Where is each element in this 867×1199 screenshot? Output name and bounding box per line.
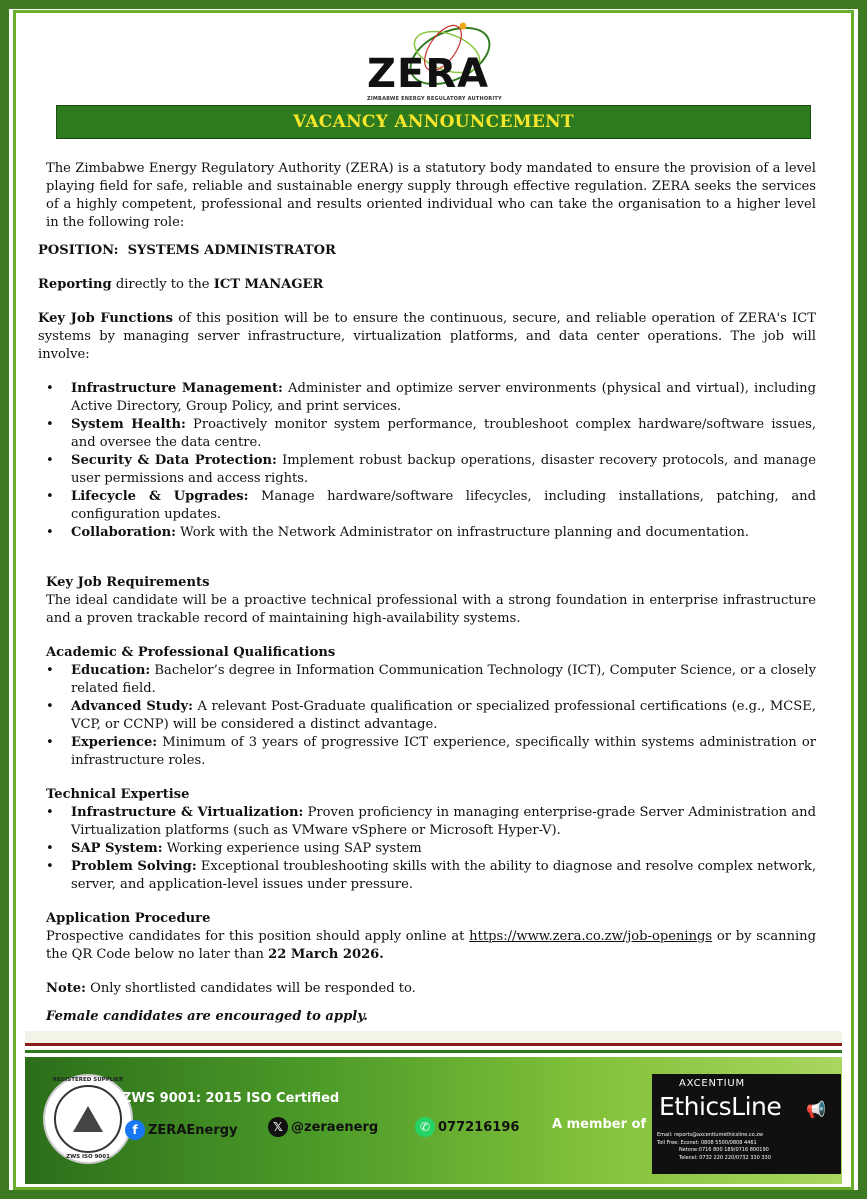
megaphone-icon: 📢 [806, 1100, 826, 1119]
note-label: Note: [46, 981, 86, 996]
item-desc: Exceptional troubleshooting skills with the ability to diagnose and resolve complex network, server, and application-level issues under pressure. [71, 859, 816, 892]
list-item [46, 416, 816, 452]
expertise-heading: Technical Expertise [46, 787, 190, 802]
item-desc: Proven proficiency in managing enterprise-grade Server Administration and Virtualization platforms (such as VMware vSphere or Microsoft Hyper-V). [71, 805, 816, 838]
ethics-brand-main: EthicsLine [659, 1092, 782, 1121]
whatsapp-number: 077216196 [438, 1119, 520, 1135]
female-encouraged-line: Female candidates are encouraged to apply. [46, 1009, 368, 1024]
list-item [46, 488, 816, 524]
item-desc: Bachelor’s degree in Information Communication Technology (ICT), Computer Science, or a closely related field. [71, 663, 816, 696]
item-term: Advanced Study: [71, 699, 193, 714]
ethics-contacts [657, 1132, 771, 1162]
facebook-handle: ZERAEnergy [148, 1122, 238, 1138]
list-item [46, 662, 816, 698]
item-term: Problem Solving: [71, 859, 197, 874]
item-term: Security & Data Protection: [71, 453, 277, 468]
x-icon: 𝕏 [268, 1117, 288, 1137]
intro-paragraph: The Zimbabwe Energy Regulatory Authority (ZERA) is a statutory body mandated to ensure the provision of a level playing field for safe, reliable and sustainable energy supply through effective regulation. ZERA seeks the services of a highly competent, professional and results oriented individual who can take the organisation to a higher level in the following role: [46, 161, 816, 230]
whatsapp-link[interactable] [415, 1117, 519, 1137]
zera-logo [355, 18, 515, 100]
note-line [38, 980, 816, 998]
application-deadline: 22 March 2026. [268, 947, 384, 962]
application-heading: Application Procedure [46, 911, 211, 926]
note-text: Only shortlisted candidates will be responded to. [85, 981, 416, 996]
list-item [46, 804, 816, 840]
list-item [46, 734, 816, 770]
member-of-text: A member of [552, 1117, 647, 1132]
item-desc: Proactively monitor system performance, troubleshoot complex hardware/software issues, and oversee the data centre. [71, 417, 817, 450]
reporting-line [38, 276, 816, 294]
reporting-text: directly to the [111, 277, 214, 292]
functions-list [38, 380, 816, 542]
footer-stripe-light [25, 1031, 842, 1043]
vacancy-banner [56, 105, 811, 139]
item-term: Experience: [71, 735, 158, 750]
application-text-1: Prospective candidates for this position should apply online at [46, 929, 470, 944]
list-item [46, 840, 816, 858]
functions-label: Key Job Functions [38, 311, 174, 326]
ethics-tollfree: Toll Free: Econet: 0808 5500/0808 4461 [657, 1139, 757, 1146]
position-title: SYSTEMS ADMINISTRATOR [127, 243, 336, 258]
list-item [46, 858, 816, 894]
ethics-email: Email: reports@axcentiumethicsline.co.zw [657, 1132, 763, 1138]
iso-certified-text: ZWS 9001: 2015 ISO Certified [122, 1091, 340, 1106]
registered-supplier-seal [43, 1074, 133, 1164]
logo-wordmark: ZERA [367, 51, 490, 97]
qualifications-list [38, 662, 816, 770]
whatsapp-icon: ✆ [415, 1117, 435, 1137]
ethics-netone: Netone:0716 800 189/0716 800190 [679, 1147, 769, 1153]
footer [25, 1057, 842, 1184]
item-desc: Administer and optimize server environments (physical and virtual), including Active Directory, Group Policy, and print services. [71, 381, 816, 414]
item-desc: A relevant Post-Graduate qualification or specialized professional certifications (e.g., MCSE, VCP, or CCNP) will be considered a distinct advantage. [71, 699, 816, 732]
item-desc: Implement robust backup operations, disaster recovery protocols, and manage user permissions and access rights. [71, 453, 816, 486]
position-label: POSITION: [38, 243, 119, 258]
seal-bottom-text: ZWS ISO 9001 [66, 1154, 110, 1160]
application-text [38, 928, 816, 964]
ethics-telecel: Telecel: 0732 220 220/0732 330 330 [679, 1154, 771, 1161]
facebook-link[interactable] [125, 1120, 238, 1140]
reporting-label: Reporting [38, 277, 112, 292]
list-item [46, 698, 816, 734]
job-openings-link[interactable]: https://www.zera.co.zw/job-openings [469, 929, 713, 944]
item-desc: Work with the Network Administrator on infrastructure planning and documentation. [175, 525, 750, 540]
x-handle: @zeraenerg [291, 1119, 379, 1135]
ethicsline-box [652, 1074, 841, 1174]
item-desc: Working experience using SAP system [162, 841, 422, 856]
item-term: Education: [71, 663, 151, 678]
item-term: System Health: [71, 417, 186, 432]
item-term: Collaboration: [71, 525, 176, 540]
qualifications-heading: Academic & Professional Qualifications [46, 645, 336, 660]
document-body [38, 160, 816, 1026]
logo-subtitle: ZIMBABWE ENERGY REGULATORY AUTHORITY [367, 96, 502, 102]
requirements-text: The ideal candidate will be a proactive technical professional with a strong foundation in enterprise infrastructure and a proven trackable record of maintaining high-availability systems. [46, 593, 816, 626]
item-term: SAP System: [71, 841, 163, 856]
facebook-icon: f [125, 1120, 145, 1140]
list-item [46, 452, 816, 488]
item-desc: Minimum of 3 years of progressive ICT experience, specifically within systems administration or infrastructure roles. [71, 735, 816, 768]
position-line [38, 242, 816, 260]
functions-paragraph [38, 310, 816, 364]
seal-top-text: REGISTERED SUPPLIER [52, 1077, 124, 1083]
functions-text: of this position will be to ensure the continuous, secure, and reliable operation of ZERA's ICT systems by managing server infrastructure, virtualization platforms, and data center operations. The job will involve: [38, 311, 816, 362]
reporting-manager: ICT MANAGER [213, 277, 324, 292]
requirements-heading: Key Job Requirements [46, 575, 210, 590]
seal-emblem-icon [54, 1085, 122, 1153]
ethics-brand-top: AXCENTIUM [679, 1078, 745, 1089]
banner-title: VACANCY ANNOUNCEMENT [293, 112, 574, 132]
item-term: Infrastructure & Virtualization: [71, 805, 304, 820]
item-term: Infrastructure Management: [71, 381, 283, 396]
list-item [46, 380, 816, 416]
application-text-2: or by scanning the QR Code below no later than [46, 929, 816, 962]
x-link[interactable] [268, 1117, 378, 1137]
item-desc: Manage hardware/software lifecycles, including installations, patching, and configuration updates. [71, 489, 816, 522]
list-item [46, 524, 816, 542]
expertise-list [38, 804, 816, 894]
item-term: Lifecycle & Upgrades: [71, 489, 249, 504]
